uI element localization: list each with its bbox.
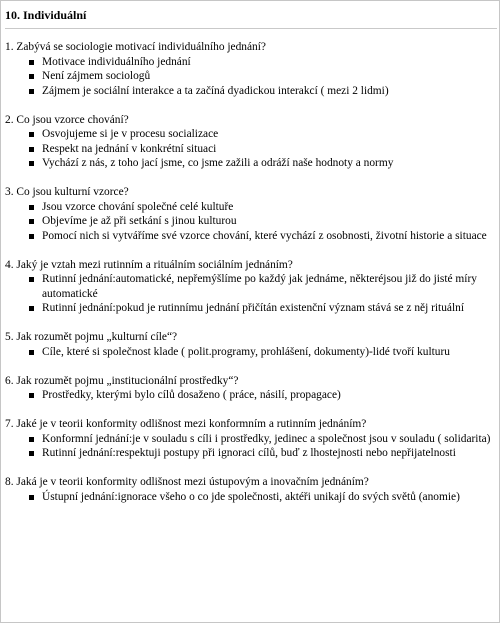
bullet-icon xyxy=(29,306,34,311)
question-7 xyxy=(5,417,497,461)
question-3 xyxy=(5,185,497,243)
answer-text: Není zájmem sociologů xyxy=(42,70,151,82)
question-text: 5. Jak rozumět pojmu „kulturní cíle“? xyxy=(5,331,178,343)
document-title: 10. Individuální xyxy=(5,8,497,29)
question-text: 4. Jaký je vztah mezi rutinním a rituálním sociálním jednáním? xyxy=(5,258,293,271)
answer-text: Cíle, které si společnost klade ( polit.programy, prohlášení, dokumenty)-lidé tvoří kulturu xyxy=(42,345,450,358)
answer-item xyxy=(5,490,497,505)
answer-text: Respekt na jednání v konkrétní situaci xyxy=(42,142,217,155)
answer-list xyxy=(5,432,497,461)
question-5 xyxy=(5,330,497,359)
answer-text: Rutinní jednání:pokud je rutinnímu jednání přičítán existenční význam stává se z něj rituální xyxy=(42,302,464,314)
bullet-icon xyxy=(29,60,34,65)
answer-list xyxy=(5,490,497,505)
bullet-icon xyxy=(29,234,34,239)
question-text: 3. Co jsou kulturní vzorce? xyxy=(5,186,129,198)
bullet-icon xyxy=(29,147,34,152)
answer-item xyxy=(5,142,497,157)
answer-text: Rutinní jednání:automatické, nepřemýšlíme po každý jak jednáme, některéjsou již do jisté míry automatické xyxy=(42,273,477,300)
answer-item xyxy=(5,55,497,70)
answer-text: Vychází z nás, z toho jací jsme, co jsme zažili a odráží naše hodnoty a normy xyxy=(42,157,394,169)
answer-text: Objevíme je až při setkání s jinou kulturou xyxy=(42,215,237,227)
question-8 xyxy=(5,475,497,504)
answer-item xyxy=(5,156,497,171)
answer-text: Jsou vzorce chování společné celé kultuře xyxy=(42,200,234,213)
answer-text: Osvojujeme si je v procesu socializace xyxy=(42,128,219,140)
bullet-icon xyxy=(29,451,34,456)
bullet-icon xyxy=(29,350,34,355)
bullet-icon xyxy=(29,495,34,500)
answer-item xyxy=(5,127,497,142)
answer-list xyxy=(5,388,497,403)
bullet-icon xyxy=(29,74,34,79)
answer-item xyxy=(5,200,497,215)
bullet-icon xyxy=(29,132,34,137)
question-2 xyxy=(5,113,497,171)
answer-text: Zájmem je sociální interakce a ta začíná dyadickou interakcí ( mezi 2 lidmi) xyxy=(42,84,389,97)
answer-item xyxy=(5,84,497,99)
question-4 xyxy=(5,258,497,316)
answer-text: Prostředky, kterými bylo cílů dosaženo ( práce, násilí, propagace) xyxy=(42,389,341,401)
answer-text: Rutinní jednání:respektuji postupy při ignoraci cílů, buď z lhostejnosti nebo nepřijatelnosti xyxy=(42,447,456,459)
answer-text: Konformní jednání:je v souladu s cíli i prostředky, jedinec a společnost jsou v souladu ( solidarita) xyxy=(42,432,491,445)
question-text: 2. Co jsou vzorce chování? xyxy=(5,113,129,126)
answer-text: Motivace individuálního jednání xyxy=(42,55,191,68)
answer-item xyxy=(5,446,497,461)
bullet-icon xyxy=(29,277,34,282)
answer-item xyxy=(5,388,497,403)
bullet-icon xyxy=(29,161,34,166)
answer-item xyxy=(5,229,497,244)
bullet-icon xyxy=(29,393,34,398)
answer-item xyxy=(5,432,497,447)
question-1 xyxy=(5,40,497,98)
bullet-icon xyxy=(29,437,34,442)
answer-item xyxy=(5,69,497,84)
answer-list xyxy=(5,345,497,360)
answer-item xyxy=(5,301,497,316)
answer-item xyxy=(5,345,497,360)
question-text: 7. Jaké je v teorii konformity odlišnost mezi konformním a rutinním jednáním? xyxy=(5,418,367,430)
document-body xyxy=(5,40,497,519)
answer-list xyxy=(5,200,497,244)
bullet-icon xyxy=(29,89,34,94)
question-text: 1. Zabývá se sociologie motivací individuálního jednání? xyxy=(5,41,266,53)
bullet-icon xyxy=(29,205,34,210)
question-text: 8. Jaká je v teorii konformity odlišnost mezi ústupovým a inovačním jednáním? xyxy=(5,476,369,488)
question-6 xyxy=(5,374,497,403)
answer-text: Pomocí nich si vytváříme své vzorce chování, které vychází z osobnosti, životní historie a situace xyxy=(42,229,487,242)
question-text: 6. Jak rozumět pojmu „institucionální prostředky“? xyxy=(5,374,239,387)
answer-text: Ústupní jednání:ignorace všeho o co jde společnosti, aktéři unikají do svých světů (anomie) xyxy=(42,490,460,503)
answer-list xyxy=(5,272,497,316)
bullet-icon xyxy=(29,219,34,224)
answer-item xyxy=(5,272,497,301)
answer-list xyxy=(5,55,497,99)
answer-item xyxy=(5,214,497,229)
answer-list xyxy=(5,127,497,171)
